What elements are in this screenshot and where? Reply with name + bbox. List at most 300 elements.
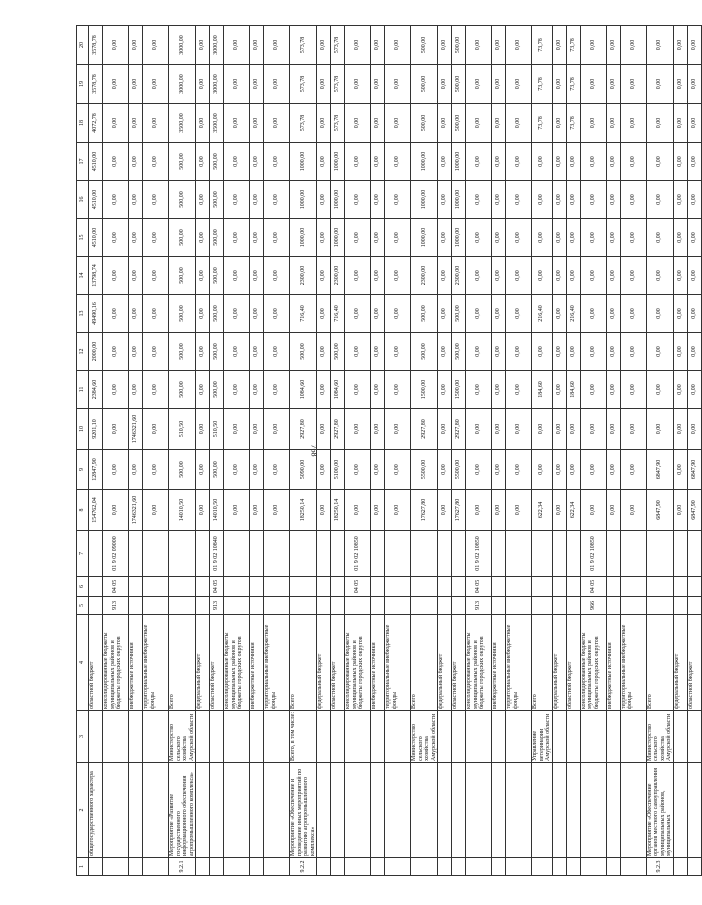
amount-cell: 0,00 bbox=[620, 295, 646, 333]
amount-cell: 0,00 bbox=[606, 295, 620, 333]
cell-c2 bbox=[331, 763, 345, 858]
header-cell: 11 bbox=[77, 371, 89, 409]
amount-cell: 0,00 bbox=[345, 371, 371, 409]
budget-table bbox=[76, 25, 702, 876]
cell-c2 bbox=[687, 763, 701, 858]
amount-cell: 0,00 bbox=[385, 104, 411, 143]
amount-cell: 0,00 bbox=[250, 65, 264, 104]
amount-cell: 0,00 bbox=[317, 257, 331, 295]
amount-cell: 0,00 bbox=[532, 257, 553, 295]
amount-cell: 0,00 bbox=[264, 257, 290, 295]
cell-c7 bbox=[169, 531, 196, 577]
cell-c1 bbox=[196, 858, 210, 876]
amount-cell: 0,00 bbox=[264, 143, 290, 181]
amount-cell: 2300,00 bbox=[452, 257, 466, 295]
amount-cell: 0,00 bbox=[143, 26, 169, 65]
amount-cell: 73,78 bbox=[532, 65, 553, 104]
amount-cell: 4510,00 bbox=[89, 219, 103, 257]
amount-cell: 0,00 bbox=[196, 65, 210, 104]
cell-c1 bbox=[103, 858, 129, 876]
header-cell: 15 bbox=[77, 219, 89, 257]
amount-cell: 0,00 bbox=[620, 219, 646, 257]
amount-cell: 0,00 bbox=[317, 219, 331, 257]
cell-c2 bbox=[411, 763, 438, 858]
amount-cell: 0,00 bbox=[317, 104, 331, 143]
amount-cell: 0,00 bbox=[224, 104, 250, 143]
cell-c6 bbox=[250, 577, 264, 597]
amount-cell: 500,00 bbox=[411, 295, 438, 333]
cell-c4: консолидированные бюджеты муниципальных районов и бюджеты городских округов bbox=[103, 615, 129, 711]
amount-cell: 0,00 bbox=[606, 143, 620, 181]
amount-cell: 0,00 bbox=[317, 409, 331, 450]
cell-c3 bbox=[673, 711, 687, 763]
amount-cell: 0,00 bbox=[438, 333, 452, 371]
cell-c6 bbox=[224, 577, 250, 597]
amount-cell: 0,00 bbox=[345, 143, 371, 181]
amount-cell: 500,00 bbox=[210, 143, 224, 181]
amount-cell: 2000,00 bbox=[89, 333, 103, 371]
amount-cell: 0,00 bbox=[317, 26, 331, 65]
amount-cell: 500,00 bbox=[411, 104, 438, 143]
amount-cell: 500,00 bbox=[210, 333, 224, 371]
amount-cell: 0,00 bbox=[103, 333, 129, 371]
amount-cell: 0,00 bbox=[143, 65, 169, 104]
amount-cell: 0,00 bbox=[250, 490, 264, 531]
amount-cell: 0,00 bbox=[492, 26, 506, 65]
table-row bbox=[250, 26, 264, 876]
amount-cell: 0,00 bbox=[129, 450, 143, 490]
amount-cell: 0,00 bbox=[673, 409, 687, 450]
amount-cell: 14010,50 bbox=[210, 490, 224, 531]
cell-c2 bbox=[103, 763, 129, 858]
amount-cell: 0,00 bbox=[687, 409, 701, 450]
amount-cell: 0,00 bbox=[385, 450, 411, 490]
cell-c1: 9.2.1 bbox=[169, 858, 196, 876]
cell-c7 bbox=[385, 531, 411, 577]
cell-c1 bbox=[492, 858, 506, 876]
amount-cell: 1746321,60 bbox=[129, 490, 143, 531]
cell-c3 bbox=[580, 711, 606, 763]
cell-c1 bbox=[345, 858, 371, 876]
cell-c3 bbox=[210, 711, 224, 763]
amount-cell: 0,00 bbox=[317, 143, 331, 181]
cell-c2 bbox=[129, 763, 143, 858]
cell-c3 bbox=[438, 711, 452, 763]
cell-c2 bbox=[345, 763, 371, 858]
amount-cell: 0,00 bbox=[129, 65, 143, 104]
cell-c2 bbox=[620, 763, 646, 858]
amount-cell: 0,00 bbox=[646, 181, 673, 219]
header-cell: 3 bbox=[77, 711, 89, 763]
amount-cell: 0,00 bbox=[673, 295, 687, 333]
amount-cell: 0,00 bbox=[345, 333, 371, 371]
amount-cell: 0,00 bbox=[492, 181, 506, 219]
amount-cell: 0,00 bbox=[317, 65, 331, 104]
amount-cell: 6847,90 bbox=[687, 490, 701, 531]
amount-cell: 3500,00 bbox=[210, 104, 224, 143]
cell-c7 bbox=[606, 531, 620, 577]
amount-cell: 500,00 bbox=[210, 450, 224, 490]
table-row bbox=[371, 26, 385, 876]
cell-c5: 913 bbox=[103, 597, 129, 615]
table-row bbox=[143, 26, 169, 876]
cell-c1 bbox=[506, 858, 532, 876]
cell-c3 bbox=[371, 711, 385, 763]
amount-cell: 0,00 bbox=[492, 490, 506, 531]
amount-cell: 500,00 bbox=[210, 295, 224, 333]
amount-cell: 500,00 bbox=[169, 257, 196, 295]
cell-c2 bbox=[317, 763, 331, 858]
amount-cell: 0,00 bbox=[371, 295, 385, 333]
amount-cell: 0,00 bbox=[264, 450, 290, 490]
amount-cell: 0,00 bbox=[317, 181, 331, 219]
amount-cell: 0,00 bbox=[646, 257, 673, 295]
cell-c5 bbox=[224, 597, 250, 615]
header-cell: 12 bbox=[77, 333, 89, 371]
amount-cell: 1746321,60 bbox=[129, 409, 143, 450]
amount-cell: 0,00 bbox=[143, 219, 169, 257]
cell-c4: внебюджетные источники bbox=[492, 615, 506, 711]
amount-cell: 0,00 bbox=[552, 450, 566, 490]
amount-cell: 500,00 bbox=[331, 333, 345, 371]
amount-cell: 0,00 bbox=[250, 26, 264, 65]
amount-cell: 1500,00 bbox=[411, 371, 438, 409]
amount-cell: 500,00 bbox=[411, 333, 438, 371]
amount-cell: 0,00 bbox=[492, 65, 506, 104]
amount-cell: 0,00 bbox=[129, 26, 143, 65]
amount-cell: 0,00 bbox=[506, 450, 532, 490]
cell-c5 bbox=[385, 597, 411, 615]
cell-c1 bbox=[452, 858, 466, 876]
cell-c4: территориальные внебюджетные фонды bbox=[264, 615, 290, 711]
amount-cell: 0,00 bbox=[552, 26, 566, 65]
cell-c7 bbox=[411, 531, 438, 577]
cell-c1 bbox=[466, 858, 492, 876]
cell-c6: 04 05 bbox=[466, 577, 492, 597]
header-cell: 7 bbox=[77, 531, 89, 577]
amount-cell: 0,00 bbox=[606, 26, 620, 65]
amount-cell: 9201,10 bbox=[89, 409, 103, 450]
cell-c1 bbox=[438, 858, 452, 876]
table-row bbox=[264, 26, 290, 876]
amount-cell: 0,00 bbox=[687, 26, 701, 65]
amount-cell: 0,00 bbox=[646, 26, 673, 65]
cell-c2 bbox=[210, 763, 224, 858]
amount-cell: 0,00 bbox=[492, 257, 506, 295]
cell-c7 bbox=[646, 531, 673, 577]
amount-cell: 0,00 bbox=[196, 371, 210, 409]
amount-cell: 2300,00 bbox=[290, 257, 317, 295]
amount-cell: 0,00 bbox=[264, 490, 290, 531]
amount-cell: 0,00 bbox=[532, 143, 553, 181]
cell-c4: территориальные внебюджетные фонды bbox=[506, 615, 532, 711]
amount-cell: 0,00 bbox=[196, 257, 210, 295]
cell-c1 bbox=[250, 858, 264, 876]
cell-c5 bbox=[143, 597, 169, 615]
amount-cell: 1000,00 bbox=[452, 181, 466, 219]
header-cell: 9 bbox=[77, 450, 89, 490]
amount-cell: 1084,60 bbox=[331, 371, 345, 409]
amount-cell: 0,00 bbox=[673, 490, 687, 531]
table-row bbox=[210, 26, 224, 876]
amount-cell: 1000,00 bbox=[411, 219, 438, 257]
amount-cell: 3500,00 bbox=[169, 104, 196, 143]
cell-c7: 01 9 02 10840 bbox=[210, 531, 224, 577]
amount-cell: 0,00 bbox=[620, 181, 646, 219]
amount-cell: 0,00 bbox=[250, 104, 264, 143]
cell-c1 bbox=[566, 858, 580, 876]
amount-cell: 0,00 bbox=[580, 143, 606, 181]
cell-c4: консолидированные бюджеты муниципальных районов и бюджеты городских округов bbox=[224, 615, 250, 711]
cell-c7 bbox=[532, 531, 553, 577]
amount-cell: 0,00 bbox=[385, 490, 411, 531]
amount-cell: 0,00 bbox=[143, 181, 169, 219]
amount-cell: 0,00 bbox=[606, 450, 620, 490]
amount-cell: 0,00 bbox=[224, 409, 250, 450]
amount-cell: 4510,00 bbox=[89, 143, 103, 181]
amount-cell: 0,00 bbox=[143, 409, 169, 450]
amount-cell: 0,00 bbox=[492, 104, 506, 143]
amount-cell: 0,00 bbox=[103, 143, 129, 181]
amount-cell: 0,00 bbox=[506, 333, 532, 371]
amount-cell: 0,00 bbox=[438, 257, 452, 295]
amount-cell: 0,00 bbox=[438, 65, 452, 104]
amount-cell: 500,00 bbox=[452, 295, 466, 333]
amount-cell: 0,00 bbox=[646, 65, 673, 104]
amount-cell: 0,00 bbox=[580, 490, 606, 531]
amount-cell: 0,00 bbox=[466, 295, 492, 333]
amount-cell: 500,00 bbox=[169, 333, 196, 371]
amount-cell: 2927,80 bbox=[290, 409, 317, 450]
amount-cell: 0,00 bbox=[492, 143, 506, 181]
amount-cell: 0,00 bbox=[385, 219, 411, 257]
amount-cell: 0,00 bbox=[606, 371, 620, 409]
amount-cell: 0,00 bbox=[103, 257, 129, 295]
amount-cell: 0,00 bbox=[552, 490, 566, 531]
cell-c6 bbox=[169, 577, 196, 597]
amount-cell: 0,00 bbox=[552, 143, 566, 181]
amount-cell: 0,00 bbox=[196, 143, 210, 181]
header-cell: 1 bbox=[77, 858, 89, 876]
cell-c3 bbox=[103, 711, 129, 763]
amount-cell: 500,00 bbox=[452, 104, 466, 143]
amount-cell: 500,00 bbox=[169, 219, 196, 257]
table-row bbox=[89, 26, 103, 876]
amount-cell: 0,00 bbox=[371, 65, 385, 104]
cell-c6 bbox=[687, 577, 701, 597]
cell-c5 bbox=[250, 597, 264, 615]
amount-cell: 0,00 bbox=[103, 65, 129, 104]
cell-c2 bbox=[532, 763, 553, 858]
amount-cell: 0,00 bbox=[385, 333, 411, 371]
amount-cell: 0,00 bbox=[673, 143, 687, 181]
amount-cell: 0,00 bbox=[317, 371, 331, 409]
cell-c6 bbox=[317, 577, 331, 597]
amount-cell: 0,00 bbox=[129, 143, 143, 181]
amount-cell: 0,00 bbox=[506, 257, 532, 295]
amount-cell: 0,00 bbox=[385, 181, 411, 219]
cell-c5 bbox=[345, 597, 371, 615]
table-row bbox=[687, 26, 701, 876]
cell-c5 bbox=[196, 597, 210, 615]
amount-cell: 0,00 bbox=[438, 450, 452, 490]
cell-c7: 01 9 02 10850 bbox=[345, 531, 371, 577]
cell-c4: областной бюджет bbox=[566, 615, 580, 711]
cell-c2 bbox=[224, 763, 250, 858]
amount-cell: 0,00 bbox=[438, 295, 452, 333]
amount-cell: 0,00 bbox=[224, 450, 250, 490]
amount-cell: 0,00 bbox=[385, 409, 411, 450]
amount-cell: 716,40 bbox=[290, 295, 317, 333]
amount-cell: 500,00 bbox=[411, 26, 438, 65]
table-row bbox=[129, 26, 143, 876]
amount-cell: 716,40 bbox=[331, 295, 345, 333]
amount-cell: 2927,80 bbox=[331, 409, 345, 450]
amount-cell: 0,00 bbox=[566, 409, 580, 450]
table-row bbox=[385, 26, 411, 876]
amount-cell: 0,00 bbox=[385, 143, 411, 181]
table-row bbox=[438, 26, 452, 876]
amount-cell: 500,00 bbox=[452, 333, 466, 371]
amount-cell: 0,00 bbox=[580, 409, 606, 450]
amount-cell: 0,00 bbox=[532, 219, 553, 257]
cell-c2 bbox=[566, 763, 580, 858]
cell-c4: территориальные внебюджетные фонды bbox=[620, 615, 646, 711]
table-row bbox=[580, 26, 606, 876]
cell-c1 bbox=[224, 858, 250, 876]
amount-cell: 0,00 bbox=[438, 143, 452, 181]
amount-cell: 0,00 bbox=[196, 219, 210, 257]
cell-c3: Министерство сельского хозяйства Амурской области bbox=[411, 711, 438, 763]
amount-cell: 14010,50 bbox=[169, 490, 196, 531]
amount-cell: 13798,74 bbox=[89, 257, 103, 295]
amount-cell: 0,00 bbox=[224, 65, 250, 104]
amount-cell: 73,78 bbox=[532, 26, 553, 65]
amount-cell: 0,00 bbox=[385, 257, 411, 295]
amount-cell: 0,00 bbox=[196, 104, 210, 143]
cell-c7 bbox=[264, 531, 290, 577]
cell-c6 bbox=[452, 577, 466, 597]
cell-c1 bbox=[143, 858, 169, 876]
amount-cell: 0,00 bbox=[371, 104, 385, 143]
amount-cell: 0,00 bbox=[532, 333, 553, 371]
amount-cell: 5500,00 bbox=[452, 450, 466, 490]
amount-cell: 0,00 bbox=[438, 409, 452, 450]
cell-c7 bbox=[371, 531, 385, 577]
cell-c5 bbox=[566, 597, 580, 615]
amount-cell: 0,00 bbox=[224, 143, 250, 181]
amount-cell: 0,00 bbox=[345, 65, 371, 104]
amount-cell: 0,00 bbox=[466, 450, 492, 490]
cell-c5 bbox=[438, 597, 452, 615]
amount-cell: 0,00 bbox=[646, 371, 673, 409]
amount-cell: 0,00 bbox=[371, 409, 385, 450]
amount-cell: 3578,78 bbox=[89, 26, 103, 65]
cell-c6 bbox=[506, 577, 532, 597]
amount-cell: 0,00 bbox=[620, 26, 646, 65]
cell-c3: Всего, в том числе: bbox=[290, 711, 317, 763]
cell-c6 bbox=[264, 577, 290, 597]
amount-cell: 0,00 bbox=[250, 409, 264, 450]
cell-c3 bbox=[250, 711, 264, 763]
cell-c3 bbox=[687, 711, 701, 763]
cell-c3 bbox=[552, 711, 566, 763]
amount-cell: 573,78 bbox=[290, 104, 317, 143]
amount-cell: 0,00 bbox=[264, 409, 290, 450]
amount-cell: 0,00 bbox=[620, 409, 646, 450]
amount-cell: 0,00 bbox=[620, 450, 646, 490]
amount-cell: 0,00 bbox=[143, 371, 169, 409]
cell-c1 bbox=[552, 858, 566, 876]
cell-c5 bbox=[552, 597, 566, 615]
cell-c1 bbox=[264, 858, 290, 876]
amount-cell: 500,00 bbox=[210, 257, 224, 295]
amount-cell: 154762,04 bbox=[89, 490, 103, 531]
amount-cell: 573,78 bbox=[331, 104, 345, 143]
cell-c7 bbox=[290, 531, 317, 577]
cell-c5 bbox=[264, 597, 290, 615]
amount-cell: 0,00 bbox=[506, 143, 532, 181]
cell-c4: федеральный бюджет bbox=[196, 615, 210, 711]
cell-c4: Всего bbox=[290, 615, 317, 711]
amount-cell: 500,00 bbox=[290, 333, 317, 371]
cell-c6 bbox=[492, 577, 506, 597]
table-row bbox=[169, 26, 196, 876]
cell-c2: Мероприятие «Обеспечение и проведение иных мероприятий по развитию агропромышленного комплекса» bbox=[290, 763, 317, 858]
amount-cell: 0,00 bbox=[317, 295, 331, 333]
amount-cell: 0,00 bbox=[103, 104, 129, 143]
amount-cell: 0,00 bbox=[438, 490, 452, 531]
cell-c3 bbox=[452, 711, 466, 763]
amount-cell: 0,00 bbox=[673, 333, 687, 371]
cell-c7 bbox=[506, 531, 532, 577]
cell-c4: федеральный бюджет bbox=[317, 615, 331, 711]
amount-cell: 0,00 bbox=[687, 181, 701, 219]
cell-c6 bbox=[438, 577, 452, 597]
amount-cell: 0,00 bbox=[143, 143, 169, 181]
cell-c6 bbox=[196, 577, 210, 597]
cell-c4: Всего bbox=[411, 615, 438, 711]
amount-cell: 510,50 bbox=[210, 409, 224, 450]
amount-cell: 0,00 bbox=[673, 450, 687, 490]
amount-cell: 0,00 bbox=[492, 295, 506, 333]
amount-cell: 1000,00 bbox=[290, 181, 317, 219]
cell-c5 bbox=[492, 597, 506, 615]
cell-c6: 04 05 bbox=[210, 577, 224, 597]
amount-cell: 1500,00 bbox=[452, 371, 466, 409]
cell-c5 bbox=[411, 597, 438, 615]
amount-cell: 3000,00 bbox=[210, 65, 224, 104]
cell-c7 bbox=[452, 531, 466, 577]
cell-c1 bbox=[411, 858, 438, 876]
amount-cell: 0,00 bbox=[566, 333, 580, 371]
cell-c7 bbox=[566, 531, 580, 577]
cell-c5: 966 bbox=[580, 597, 606, 615]
amount-cell: 0,00 bbox=[620, 257, 646, 295]
cell-c3: Министерство сельского хозяйства Амурской области bbox=[169, 711, 196, 763]
cell-c5: 913 bbox=[210, 597, 224, 615]
table-row bbox=[552, 26, 566, 876]
amount-cell: 1000,00 bbox=[452, 219, 466, 257]
amount-cell: 0,00 bbox=[687, 219, 701, 257]
cell-c3 bbox=[620, 711, 646, 763]
amount-cell: 0,00 bbox=[250, 181, 264, 219]
table-row bbox=[673, 26, 687, 876]
amount-cell: 0,00 bbox=[506, 26, 532, 65]
amount-cell: 500,00 bbox=[169, 143, 196, 181]
cell-c5 bbox=[290, 597, 317, 615]
amount-cell: 573,78 bbox=[290, 65, 317, 104]
